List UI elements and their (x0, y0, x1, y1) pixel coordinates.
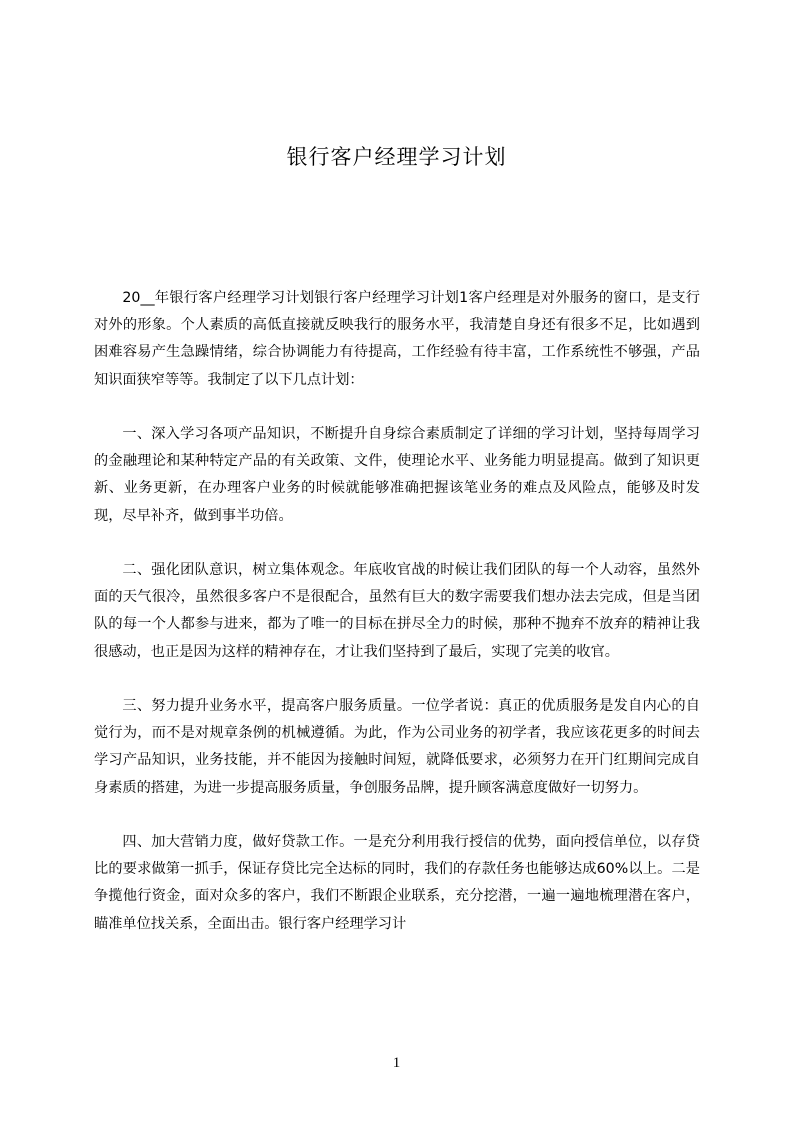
page-number: 1 (392, 1055, 401, 1071)
paragraph-point-3: 三、努力提升业务水平，提高客户服务质量。一位学者说：真正的优质服务是发自内心的自觉行为，而不是对规章条例的机械遵循。为此，作为公司业务的初学者，我应该花更多的时间去学习产品知识，业务技能，并不能因为接触时间短，就降低要求，必须努力在开门红期间完成自身素质的搭建，为进一步提高服务质量，争创服务品牌，提升顾客满意度做好一切努力。 (94, 698, 700, 796)
paragraph-point-4: 四、加大营销力度，做好贷款工作。一是充分利用我行授信的优势，面向授信单位，以存贷比的要求做第一抓手，保证存贷比完全达标的同时，我们的存款任务也能够达成60%以上。二是争揽他行资金，面对众多的客户，我们不断跟企业联系，充分挖潜，一遍一遍地梳理潜在客户，瞄准单位找关系，全面出击。银行客户经理学习计 (94, 834, 700, 932)
paragraph-point-2: 二、强化团队意识，树立集体观念。年底收官战的时候让我们团队的每一个人动容，虽然外面的天气很冷，虽然很多客户不是很配合，虽然有巨大的数字需要我们想办法去完成，但是当团队的每一个人都参与进来，都为了唯一的目标在拼尽全力的时候，那种不抛弃不放弃的精神让我很感动，也正是因为这样的精神存在，才让我们坚持到了最后，实现了完美的收官。 (94, 562, 700, 660)
paragraph-intro: 20__年银行客户经理学习计划银行客户经理学习计划1客户经理是对外服务的窗口，是支行对外的形象。个人素质的高低直接就反映我行的服务水平，我清楚自身还有很多不足，比如遇到困难容易产生急躁情绪，综合协调能力有待提高，工作经验有待丰富，工作系统性不够强，产品知识面狭窄等等。我制定了以下几点计划： (94, 290, 700, 388)
document-body (94, 285, 700, 965)
document-title: 银行客户经理学习计划 (286, 145, 507, 169)
paragraph-point-1: 一、深入学习各项产品知识，不断提升自身综合素质制定了详细的学习计划，坚持每周学习的金融理论和某种特定产品的有关政策、文件，使理论水平、业务能力明显提高。做到了知识更新、业务更新，在办理客户业务的时候就能够准确把握该笔业务的难点及风险点，能够及时发现，尽早补齐，做到事半功倍。 (94, 426, 700, 524)
